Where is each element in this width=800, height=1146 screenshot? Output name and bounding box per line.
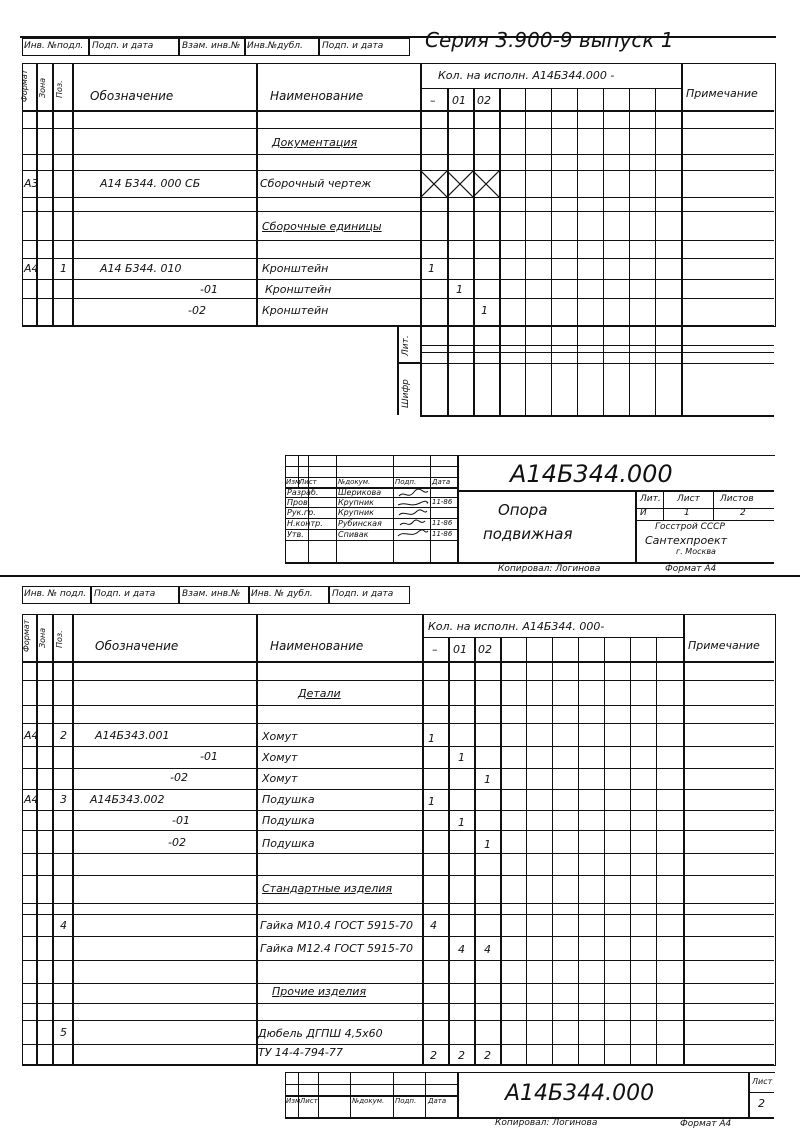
- row-designation: -01: [172, 814, 190, 827]
- row-designation: А14 Б344. 010: [100, 262, 182, 275]
- tb-person: Крупник: [338, 508, 374, 517]
- hdr-note-2: Примечание: [688, 639, 760, 652]
- tb-head-doc: №докум.: [338, 478, 371, 486]
- row-name: Хомут: [262, 751, 298, 764]
- stamp-inv: Инв. № подл.: [24, 589, 87, 599]
- hdr-col2-1: 02: [477, 94, 491, 107]
- row-pos: 2: [60, 729, 67, 742]
- tb-role: Утв.: [287, 530, 304, 539]
- row-pos: 1: [60, 262, 67, 275]
- format-1: Формат А4: [665, 564, 717, 574]
- org-line2: Сантехпроект: [645, 534, 728, 547]
- tb-head-list: Лист: [299, 478, 317, 486]
- hdr-zone-2: Зона: [38, 627, 47, 648]
- doc-number-2: А14Б344.000: [505, 1081, 655, 1106]
- stamp-sign: Подп. и дата: [92, 41, 154, 51]
- stamp-inv: Инв. №подл.: [24, 41, 84, 51]
- tb-role: Рук.гр.: [287, 508, 316, 517]
- hdr-col0-2: –: [432, 643, 438, 656]
- hdr-col0-1: –: [430, 94, 436, 107]
- row-qty: 1: [484, 838, 491, 851]
- row-designation: -01: [200, 283, 218, 296]
- row-qty: 1: [428, 795, 435, 808]
- hdr-format-1: Формат: [20, 69, 29, 102]
- tb-sheets-value: 2: [740, 508, 746, 518]
- doc-name-line2: подвижная: [483, 525, 573, 543]
- row-name: Кронштейн: [262, 262, 329, 275]
- row-designation: -01: [200, 750, 218, 763]
- tb-sheet-label: Лист: [677, 494, 700, 504]
- doc-name-line1: Опора: [498, 501, 548, 519]
- tb-lit-label: Лит.: [640, 494, 661, 504]
- row-designation: -02: [168, 836, 186, 849]
- tb2-head-sign: Подп.: [395, 1097, 417, 1105]
- tb-lit-value: И: [640, 508, 647, 518]
- row-designation: А14 Б344. 000 СБ: [100, 177, 201, 190]
- tb-head-izm: Изм: [286, 478, 301, 486]
- stamp-replace: Взам. инв.№: [182, 589, 241, 599]
- stamp-dup: Инв.№дубл.: [247, 41, 303, 51]
- row-qty: 2: [430, 1049, 437, 1062]
- row-qty: 1: [456, 283, 463, 296]
- row-name: Кронштейн: [262, 304, 329, 317]
- tb-date: 11-86: [432, 498, 453, 506]
- stamp-replace: Взам. инв.№: [182, 41, 241, 51]
- tb-sheet-value: 1: [684, 508, 690, 518]
- tb-head-sign: Подп.: [395, 478, 417, 486]
- tb2-head-izm: Изм: [286, 1097, 301, 1105]
- org-line1: Госстрой СССР: [655, 522, 725, 532]
- tb-person: Крупник: [338, 498, 374, 507]
- tb2-head-doc: №докум.: [352, 1097, 385, 1105]
- hdr-zone-1: Зона: [38, 77, 47, 98]
- row-name: Кронштейн: [265, 283, 332, 296]
- hdr-name-1: Наименование: [270, 89, 364, 103]
- row-qty: 2: [484, 1049, 491, 1062]
- hdr-format-2: Формат: [22, 619, 31, 652]
- tb-role: Разраб.: [287, 488, 319, 497]
- hdr-qty-1: Кол. на исполн. А14Б344.000 -: [438, 69, 615, 82]
- tb-person: Шерикова: [338, 488, 382, 497]
- row-name: Гайка М10.4 ГОСТ 5915-70: [260, 919, 414, 932]
- row-pos: 5: [60, 1026, 67, 1039]
- copied-by-1: Копировал: Логинова: [498, 564, 601, 574]
- stamp-sign2: Подп. и дата: [332, 589, 394, 599]
- row-name: Дюбель ДГПШ 4,5х60: [258, 1027, 383, 1040]
- section-assembly-units: Сборочные единицы: [262, 220, 382, 233]
- row-name: Подушка: [262, 837, 315, 850]
- row-fmt: А4: [24, 793, 39, 806]
- tb2-head-list: Лист: [300, 1097, 318, 1105]
- hdr-col1-1: 01: [452, 94, 466, 107]
- tb-person: Спивак: [338, 530, 369, 539]
- row-fmt: А4: [24, 729, 39, 742]
- row-name: Хомут: [262, 730, 298, 743]
- hdr-note-1: Примечание: [686, 87, 758, 100]
- row-pos: 3: [60, 793, 67, 806]
- hdr-pos-2: Поз.: [55, 630, 64, 648]
- row-qty: 2: [458, 1049, 465, 1062]
- spec-table-2: [22, 614, 776, 1066]
- lit-label: Лит.: [401, 335, 411, 356]
- tb-head-date: Дата: [432, 478, 451, 486]
- row-name: Хомут: [262, 772, 298, 785]
- row-qty: 1: [484, 773, 491, 786]
- cross-mark-icon: [421, 171, 501, 197]
- section-details: Детали: [298, 687, 341, 700]
- stamp-sign: Подп. и дата: [94, 589, 156, 599]
- row-qty: 1: [481, 304, 488, 317]
- tb-person: Рубинская: [338, 519, 382, 528]
- row-designation: А14Б343.002: [90, 793, 165, 806]
- hdr-name-2: Наименование: [270, 639, 364, 653]
- org-line3: г. Москва: [676, 547, 716, 556]
- tb-role: Пров.: [287, 498, 311, 507]
- signature-marks: [396, 488, 430, 540]
- row-qty: 1: [428, 262, 435, 275]
- tb-date: 11-86: [432, 519, 453, 527]
- row-qty: 1: [458, 816, 465, 829]
- tb-role: Н.контр.: [287, 519, 323, 528]
- section-standard-items: Стандартные изделия: [262, 882, 393, 895]
- doc-number: А14Б344.000: [510, 460, 673, 488]
- sheet-divider: [0, 575, 800, 577]
- format-2: Формат А4: [680, 1119, 732, 1129]
- tb2-sheet-value: 2: [758, 1097, 765, 1110]
- row-name: Подушка: [262, 814, 315, 827]
- section-other-items: Прочие изделия: [272, 985, 367, 998]
- row-fmt: А4: [24, 262, 39, 275]
- row-pos: 4: [60, 919, 67, 932]
- hdr-col2-2: 02: [478, 643, 492, 656]
- row-qty: 1: [458, 751, 465, 764]
- row-fmt: А3: [24, 177, 39, 190]
- copied-by-2: Копировал: Логинова: [495, 1118, 598, 1128]
- cipher-label: Шифр: [401, 379, 411, 408]
- tb-sheets-label: Листов: [720, 494, 754, 504]
- row-designation: -02: [188, 304, 206, 317]
- row-qty: 4: [458, 943, 465, 956]
- row-designation: -02: [170, 771, 188, 784]
- row-name: Гайка М12.4 ГОСТ 5915-70: [260, 942, 414, 955]
- tb2-head-date: Дата: [428, 1097, 447, 1105]
- tb-date: 11-86: [432, 530, 453, 538]
- tb2-sheet-label: Лист: [752, 1077, 773, 1086]
- row-name: Сборочный чертеж: [260, 177, 372, 190]
- series-label: Серия 3.900-9 выпуск 1: [425, 28, 674, 52]
- row-qty: 1: [428, 732, 435, 745]
- hdr-designation-2: Обозначение: [95, 639, 179, 653]
- row-qty: 4: [484, 943, 491, 956]
- stamp-dup: Инв. № дубл.: [251, 589, 313, 599]
- hdr-col1-2: 01: [453, 643, 467, 656]
- row-name: ТУ 14-4-794-77: [258, 1046, 343, 1059]
- row-designation: А14Б343.001: [95, 729, 170, 742]
- row-qty: 4: [430, 919, 437, 932]
- hdr-pos-1: Поз.: [55, 80, 64, 98]
- section-documentation: Документация: [272, 136, 358, 149]
- stamp-sign2: Подп. и дата: [322, 41, 384, 51]
- hdr-qty-2: Кол. на исполн. А14Б344. 000-: [428, 620, 605, 633]
- hdr-designation-1: Обозначение: [90, 89, 174, 103]
- row-name: Подушка: [262, 793, 315, 806]
